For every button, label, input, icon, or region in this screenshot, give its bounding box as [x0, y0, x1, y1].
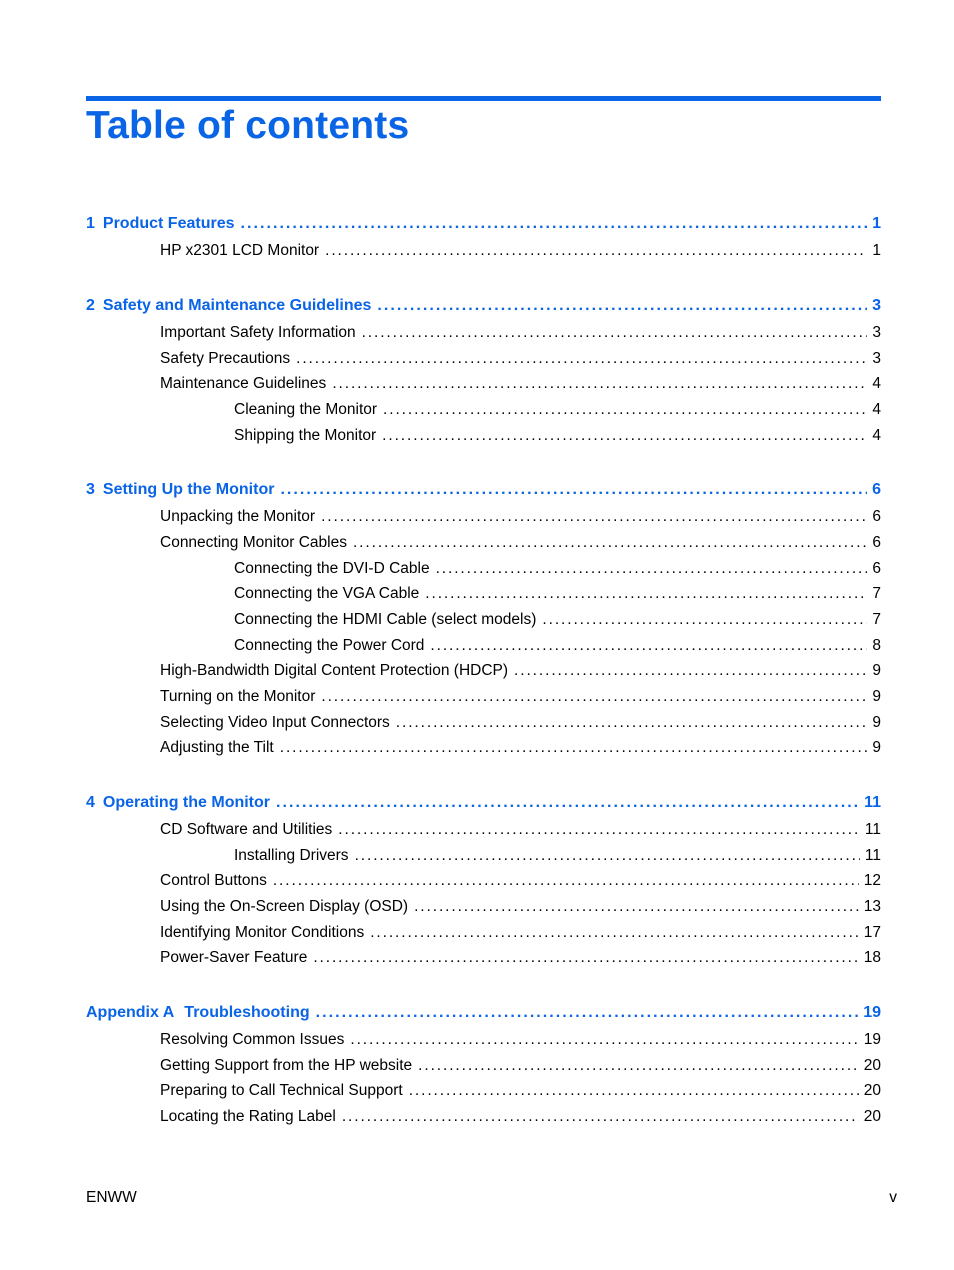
toc-entry-title: Cleaning the Monitor: [234, 401, 378, 418]
dot-leader: [273, 872, 859, 890]
toc-page-number: 6: [872, 481, 881, 498]
toc-entry[interactable]: [160, 1031, 881, 1053]
toc-entry-label: [160, 924, 364, 942]
toc-entry-number: 1: [86, 215, 95, 232]
toc-entry-title: Connecting the VGA Cable: [234, 585, 420, 602]
toc-page-number: 4: [872, 375, 881, 392]
toc-entry[interactable]: [160, 1082, 881, 1104]
toc-page-number: 3: [872, 350, 881, 367]
toc-page-number: 11: [864, 847, 881, 864]
toc-entry-title: Safety and Maintenance Guidelines: [102, 297, 372, 314]
toc-entry-title: Adjusting the Tilt: [160, 739, 274, 756]
toc-entry-label: [160, 324, 356, 342]
toc-entry-label: [86, 1004, 310, 1022]
dot-leader: [418, 1057, 859, 1075]
dot-leader: [414, 898, 859, 916]
toc-page-number: 9: [872, 688, 881, 705]
toc-page-number: 18: [863, 949, 881, 966]
toc-page-number: 19: [863, 1004, 881, 1021]
toc-entry-title: Important Safety Information: [160, 324, 356, 341]
toc-entry[interactable]: [160, 534, 881, 556]
toc-entry-title: Safety Precautions: [160, 350, 291, 367]
toc-entry[interactable]: [234, 560, 881, 582]
toc-entry[interactable]: [160, 898, 881, 920]
toc-entry[interactable]: [234, 401, 881, 423]
dot-leader: [276, 794, 859, 812]
toc-entry-title: Control Buttons: [160, 872, 267, 889]
dot-leader: [425, 585, 867, 603]
dot-leader: [353, 534, 867, 552]
toc-page-number: 4: [872, 401, 881, 418]
toc-entry-label: [160, 739, 274, 757]
toc-entry-title: Connecting the HDMI Cable (select models): [234, 611, 537, 628]
toc-entry-label: [160, 1057, 412, 1075]
toc-entry-title: Troubleshooting: [184, 1004, 310, 1021]
toc-page-number: 6: [872, 560, 881, 577]
toc-entry-label: [160, 350, 290, 368]
toc-entry-label: [86, 297, 371, 315]
toc-entry[interactable]: [234, 637, 881, 659]
page-title: Table of contents: [86, 104, 410, 147]
toc-page-number: 3: [872, 297, 881, 314]
toc-entry-title: Getting Support from the HP website: [160, 1057, 413, 1074]
dot-leader: [430, 637, 867, 655]
toc-page-number: 20: [863, 1082, 881, 1099]
toc-page-number: 7: [872, 585, 881, 602]
toc-page-number: 4: [872, 427, 881, 444]
toc-page-number: 9: [872, 739, 881, 756]
toc-entry-title: Preparing to Call Technical Support: [160, 1082, 403, 1099]
toc-chapter-entry[interactable]: [86, 1004, 881, 1026]
toc-chapter-entry[interactable]: [86, 481, 881, 503]
toc-entry-title: HP x2301 LCD Monitor: [160, 242, 320, 259]
toc-entry-title: Product Features: [102, 215, 235, 232]
toc-entry-number: 3: [86, 481, 95, 498]
toc-page-number: 1: [872, 215, 881, 232]
toc-page-number: 6: [872, 534, 881, 551]
toc-entry-title: Identifying Monitor Conditions: [160, 924, 365, 941]
dot-leader: [370, 924, 859, 942]
dot-leader: [316, 1004, 859, 1022]
toc-entry-label: [234, 637, 424, 655]
footer-left-label: ENWW: [86, 1189, 137, 1206]
dot-leader: [377, 297, 867, 315]
toc-entry-number: Appendix A: [86, 1004, 175, 1021]
toc-page-number: 20: [863, 1108, 881, 1125]
dot-leader: [325, 242, 867, 260]
dot-leader: [321, 508, 867, 526]
toc-page-number: 11: [864, 821, 881, 838]
toc-entry[interactable]: [160, 739, 881, 761]
toc-entry-label: [160, 872, 267, 890]
toc-page-number: 9: [872, 662, 881, 679]
toc-entry-title: Using the On-Screen Display (OSD): [160, 898, 409, 915]
toc-entry[interactable]: [234, 611, 881, 633]
toc-entry[interactable]: [160, 1057, 881, 1079]
dot-leader: [280, 481, 867, 499]
toc-entry-title: Connecting Monitor Cables: [160, 534, 347, 551]
toc-entry[interactable]: [234, 427, 881, 449]
toc-entry-label: [160, 898, 408, 916]
toc-entry-title: Connecting the DVI-D Cable: [234, 560, 430, 577]
dot-leader: [514, 662, 867, 680]
dot-leader: [338, 821, 860, 839]
toc-entry[interactable]: [160, 949, 881, 971]
toc-entry-title: Unpacking the Monitor: [160, 508, 316, 525]
toc-entry[interactable]: [234, 585, 881, 607]
dot-leader: [383, 401, 867, 419]
toc-entry-number: 4: [86, 794, 95, 811]
toc-entry-label: [160, 242, 319, 260]
toc-entry-label: [160, 1082, 403, 1100]
toc-entry[interactable]: [160, 375, 881, 397]
toc-chapter-entry[interactable]: [86, 794, 881, 816]
toc-entry-label: [86, 794, 270, 812]
toc-entry-label: [160, 714, 390, 732]
toc-entry-label: [160, 534, 347, 552]
dot-leader: [241, 215, 868, 233]
toc-page-number: 11: [864, 794, 881, 811]
toc-page-number: 7: [872, 611, 881, 628]
toc-entry-title: Selecting Video Input Connectors: [160, 714, 390, 731]
dot-leader: [313, 949, 858, 967]
toc-entry-label: [160, 375, 326, 393]
toc-entry[interactable]: [160, 714, 881, 736]
toc-entry-label: [234, 847, 349, 865]
toc-entry-label: [234, 611, 536, 629]
dot-leader: [342, 1108, 859, 1126]
toc-entry-label: [160, 1031, 344, 1049]
toc-page-number: 20: [863, 1057, 881, 1074]
toc-entry-label: [160, 1108, 336, 1126]
toc-entry[interactable]: [160, 662, 881, 684]
dot-leader: [280, 739, 868, 757]
toc-page-number: 3: [872, 324, 881, 341]
toc-entry-label: [160, 688, 315, 706]
toc-page-number: 1: [872, 242, 881, 259]
toc-entry-label: [234, 560, 430, 578]
dot-leader: [362, 324, 868, 342]
toc-chapter-entry[interactable]: [86, 215, 881, 237]
toc-entry-label: [234, 401, 377, 419]
dot-leader: [382, 427, 867, 445]
toc-entry-label: [160, 662, 508, 680]
toc-entry[interactable]: [160, 324, 881, 346]
toc-page-number: 13: [863, 898, 881, 915]
dot-leader: [542, 611, 867, 629]
toc-entry-number: 2: [86, 297, 95, 314]
toc-entry-label: [160, 508, 315, 526]
toc-entry-title: Turning on the Monitor: [160, 688, 316, 705]
dot-leader: [350, 1031, 858, 1049]
toc-entry[interactable]: [160, 242, 881, 264]
toc-entry-title: Resolving Common Issues: [160, 1031, 345, 1048]
toc-entry[interactable]: [160, 350, 881, 372]
dot-leader: [436, 560, 868, 578]
toc-entry[interactable]: [160, 508, 881, 530]
toc-entry-title: Shipping the Monitor: [234, 427, 377, 444]
toc-entry-title: Operating the Monitor: [102, 794, 271, 811]
toc-entry-label: [234, 585, 419, 603]
toc-entry[interactable]: [160, 688, 881, 710]
toc-entry-label: [160, 949, 307, 967]
toc-entry-label: [160, 821, 332, 839]
toc-page-number: 6: [872, 508, 881, 525]
toc-entry-title: CD Software and Utilities: [160, 821, 333, 838]
toc-entry[interactable]: [160, 924, 881, 946]
toc-page-number: 12: [863, 872, 881, 889]
dot-leader: [321, 688, 867, 706]
toc-entry-label: [86, 215, 235, 233]
toc-entry-label: [86, 481, 274, 499]
toc-page-number: 17: [863, 924, 881, 941]
toc-chapter-entry[interactable]: [86, 297, 881, 319]
toc-entry[interactable]: [160, 1108, 881, 1130]
toc-page-number: 9: [872, 714, 881, 731]
toc-entry[interactable]: [160, 821, 881, 843]
toc-entry-title: Locating the Rating Label: [160, 1108, 336, 1125]
dot-leader: [396, 714, 868, 732]
toc-entry-label: [234, 427, 376, 445]
toc-entry-title: Maintenance Guidelines: [160, 375, 327, 392]
toc-entry-title: High-Bandwidth Digital Content Protection (HDCP): [160, 662, 509, 679]
toc-entry-title: Installing Drivers: [234, 847, 349, 864]
toc-entry[interactable]: [160, 872, 881, 894]
dot-leader: [296, 350, 867, 368]
toc-entry-title: Power-Saver Feature: [160, 949, 308, 966]
dot-leader: [332, 375, 867, 393]
dot-leader: [409, 1082, 859, 1100]
dot-leader: [355, 847, 860, 865]
toc-entry[interactable]: [234, 847, 881, 869]
toc-page-number: 19: [863, 1031, 881, 1048]
toc-entry-title: Setting Up the Monitor: [102, 481, 275, 498]
toc-entry-title: Connecting the Power Cord: [234, 637, 425, 654]
toc-page-number: 8: [872, 637, 881, 654]
footer-page-number: v: [889, 1189, 897, 1206]
